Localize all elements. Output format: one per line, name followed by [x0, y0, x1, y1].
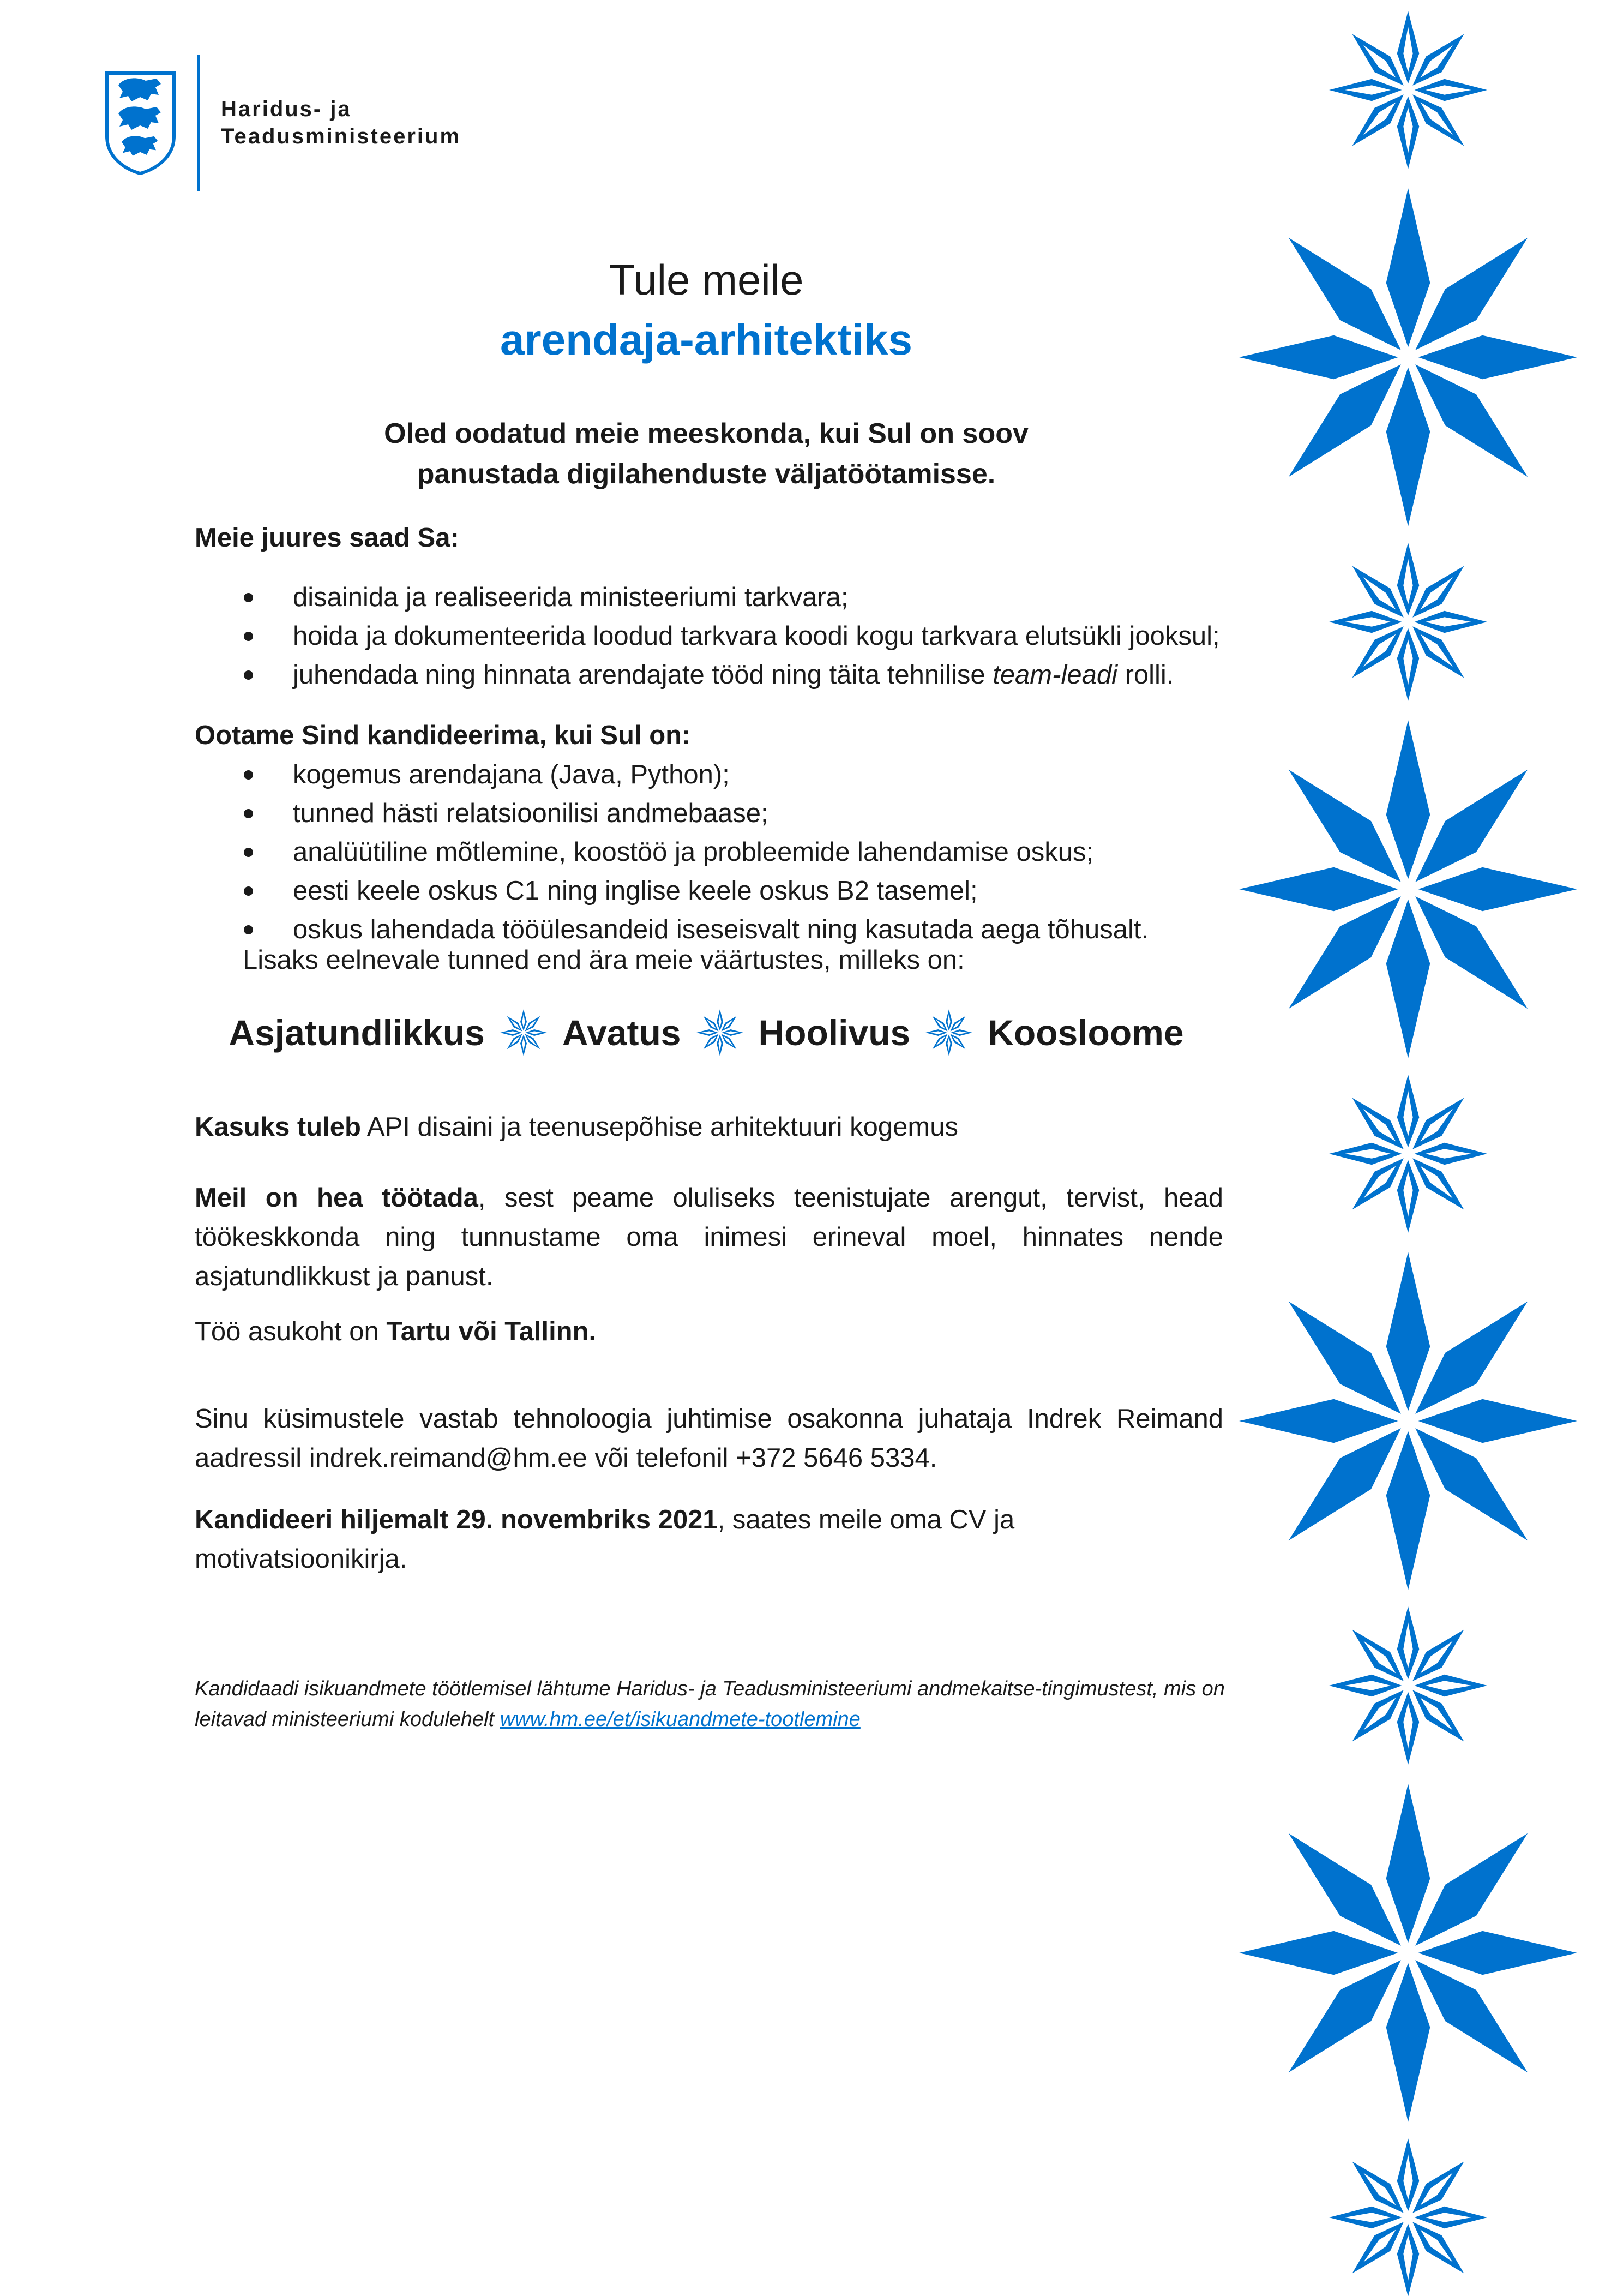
item-text: rolli.: [1117, 660, 1174, 690]
values-intro: Lisaks eelnevale tunned end ära meie väärtustes, milleks on:: [243, 945, 965, 975]
ministry-name-line2: Teadusministeerium: [221, 124, 461, 148]
star-icon: [499, 1008, 548, 1057]
star-icon: [1329, 543, 1487, 701]
star-icon: [1329, 11, 1487, 169]
privacy-text: Kandidaadi isikuandmete töötlemisel lähtume Haridus- ja Teadusministeeriumi andmekaitse-tingimustest, mis on leitavad ministeeriumi kodulehelt: [195, 1677, 1225, 1731]
deadline-paragraph: [195, 1500, 1122, 1579]
coat-of-arms-logo: [104, 71, 177, 175]
star-icon: [1329, 1075, 1487, 1233]
list-item: hoida ja dokumenteerida loodud tarkvara koodi kogu tarkvara elutsükli jooksul;: [195, 617, 1220, 656]
star-icon: [924, 1008, 973, 1057]
item-text: juhendada ning hinnata arendajate tööd ning täita tehnilise: [293, 660, 993, 690]
star-icon: [1329, 2138, 1487, 2296]
intro-line2: panustada digilahenduste väljatöötamisse.: [417, 458, 996, 490]
intro-line1: Oled oodatud meie meeskonda, kui Sul on soov: [384, 418, 1029, 449]
star-icon: [1329, 1606, 1487, 1765]
privacy-link[interactable]: www.hm.ee/et/isikuandmete-tootlemine: [500, 1708, 861, 1731]
value-word: Koosloome: [988, 1012, 1184, 1053]
value-word: Hoolivus: [758, 1012, 911, 1053]
requirements-heading: Ootame Sind kandideerima, kui Sul on:: [195, 721, 691, 750]
item-italic-term: team-leadi: [993, 660, 1117, 690]
star-icon: [1239, 188, 1577, 526]
privacy-note: [195, 1674, 1258, 1735]
plus-paragraph: [195, 1107, 1223, 1147]
ministry-name-line1: Haridus- ja: [221, 97, 352, 121]
decorative-star-column: [1222, 0, 1623, 2296]
list-item: [195, 656, 1220, 694]
deadline-text: , saates meile oma CV ja motivatsioonikirja.: [195, 1505, 1015, 1574]
offer-list: [195, 578, 1220, 694]
list-item: kogemus arendajana (Java, Python);: [195, 756, 1149, 794]
value-word: Avatus: [562, 1012, 681, 1053]
deadline-bold: Kandideeri hiljemalt 29. novembriks 2021: [195, 1505, 718, 1534]
location-paragraph: [195, 1312, 1223, 1351]
location-text: Töö asukoht on: [195, 1317, 387, 1346]
star-icon: [1239, 720, 1577, 1058]
star-icon: [695, 1008, 744, 1057]
star-icon: [1239, 1252, 1577, 1590]
offer-heading: Meie juures saad Sa:: [195, 523, 459, 553]
values-row: [164, 1003, 1249, 1063]
plus-bold: Kasuks tuleb: [195, 1112, 361, 1142]
list-item: disainida ja realiseerida ministeeriumi tarkvara;: [195, 578, 1220, 617]
good-place-paragraph: [195, 1178, 1223, 1296]
intro-text: [164, 413, 1249, 494]
logo-divider: [197, 55, 200, 191]
list-item: oskus lahendada tööülesandeid iseseisvalt ning kasutada aega tõhusalt.: [195, 910, 1149, 949]
plus-text: API disaini ja teenusepõhise arhitektuuri kogemus: [360, 1112, 958, 1142]
value-word: Asjatundlikkus: [229, 1012, 485, 1053]
good-place-text: , sest peame oluliseks teenistujate arengut, tervist, head töökeskkonda ning tunnustame oma inimesi erineval moel, hinnates nende asjatundlikkust ja panust.: [195, 1183, 1223, 1291]
list-item: tunned hästi relatsioonilisi andmebaase;: [195, 794, 1149, 833]
page-title-position: arendaja-arhitektiks: [500, 315, 912, 364]
contact-paragraph: Sinu küsimustele vastab tehnoloogia juhtimise osakonna juhataja Indrek Reimand aadressil indrek.reimand@hm.ee või telefonil +372 5646 5334.: [195, 1404, 1223, 1473]
requirements-list: [195, 756, 1149, 949]
star-icon: [1239, 1784, 1577, 2122]
good-place-bold: Meil on hea töötada: [195, 1183, 478, 1213]
location-bold: Tartu või Tallinn.: [386, 1317, 597, 1346]
page-title-line1: Tule meile: [609, 256, 804, 304]
list-item: analüütiline mõtlemine, koostöö ja probleemide lahendamise oskus;: [195, 833, 1149, 872]
list-item: eesti keele oskus C1 ning inglise keele oskus B2 tasemel;: [195, 872, 1149, 910]
